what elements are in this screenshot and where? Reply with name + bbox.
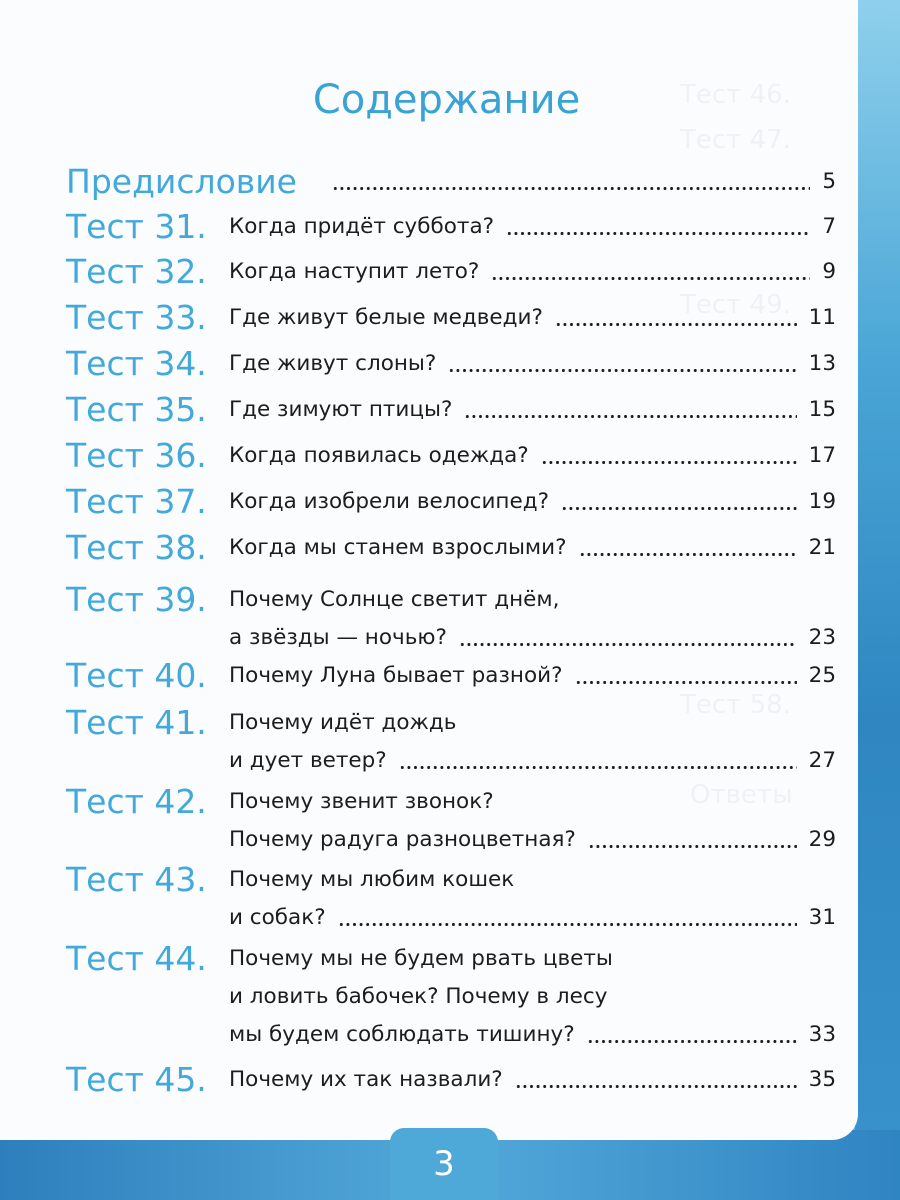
toc-entry-line [229, 1013, 836, 1057]
toc-entry-title: Где живут слоны? [229, 351, 437, 376]
show-through-text: Тест 47. [680, 125, 791, 155]
toc-entry-title: Где зимуют птицы? [229, 397, 453, 422]
toc-entry-line [229, 250, 836, 294]
toc-entry-title: и дует ветер? [229, 748, 387, 773]
dot-leader [587, 1040, 797, 1043]
toc-entry-label: Тест 40. [66, 656, 207, 695]
toc-entry-line [229, 434, 836, 478]
toc-entry-label: Тест 41. [66, 703, 207, 742]
dot-leader [575, 681, 797, 684]
show-through-text: Тест 46. [680, 80, 791, 110]
toc-entry-title: Почему мы любим кошек [229, 867, 515, 892]
dot-leader [579, 553, 797, 556]
toc-entry-title: Почему идёт дождь [229, 710, 457, 735]
toc-page-number: 35 [808, 1067, 836, 1092]
toc-entry-label: Тест 43. [66, 860, 207, 899]
toc-entry-title: Когда изобрели велосипед? [229, 489, 549, 514]
dot-leader [338, 923, 797, 926]
page-number-tab: 3 [390, 1128, 498, 1200]
toc-entry-title: Когда наступит лето? [229, 259, 480, 284]
toc-entry-title: Почему мы не будем рвать цветы [229, 946, 613, 971]
dot-leader [515, 1085, 797, 1088]
toc-entry-line [229, 526, 836, 570]
toc-page-number: 9 [822, 259, 836, 284]
toc-entry-label: Тест 34. [66, 344, 207, 383]
toc-entry-label: Тест 33. [66, 298, 207, 337]
dot-leader [506, 232, 810, 235]
toc-entry-label: Тест 31. [66, 207, 207, 246]
toc-entry-title: и собак? [229, 905, 326, 930]
toc-entry-line [229, 739, 836, 783]
dot-leader [464, 415, 796, 418]
toc-entry-title: Почему звенит звонок? [229, 789, 494, 814]
toc-page-number: 31 [808, 905, 836, 930]
toc-entry-label: Предисловие [66, 162, 297, 201]
toc-entry-label: Тест 37. [66, 482, 207, 521]
toc-page-number: 17 [808, 443, 836, 468]
dot-leader [561, 507, 797, 510]
show-through-text: Ответы [690, 780, 793, 810]
toc-entry-title: мы будем соблюдать тишину? [229, 1022, 575, 1047]
dot-leader [459, 643, 797, 646]
toc-page-number: 25 [808, 663, 836, 688]
toc-entry-line [229, 205, 836, 249]
toc-entry-label: Тест 44. [66, 939, 207, 978]
toc-entry-line [229, 480, 836, 524]
toc-entry-title: Почему Солнце светит днём, [229, 587, 560, 612]
toc-entry-line [229, 296, 836, 340]
toc-entry-title: Когда мы станем взрослыми? [229, 535, 567, 560]
toc-page-number: 5 [822, 169, 836, 194]
show-through-text: Тест 49. [680, 290, 791, 320]
toc-entry-label: Тест 38. [66, 528, 207, 567]
toc-page-number: 11 [808, 305, 836, 330]
toc-page-number: 33 [808, 1022, 836, 1047]
toc-entry-label: Тест 36. [66, 436, 207, 475]
dot-leader [541, 461, 797, 464]
toc-entry-label: Тест 39. [66, 580, 207, 619]
toc-page-number: 7 [822, 214, 836, 239]
dot-leader [588, 845, 797, 848]
show-through-text: Тест 58. [680, 690, 791, 720]
toc-entry-line [320, 160, 836, 204]
dot-leader [399, 766, 797, 769]
toc-entry-title: а звёзды — ночью? [229, 625, 447, 650]
toc-entry-label: Тест 32. [66, 252, 207, 291]
toc-entry-title: Где живут белые медведи? [229, 305, 543, 330]
toc-entry-label: Тест 45. [66, 1060, 207, 1099]
toc-entry-title: Почему Луна бывает разной? [229, 663, 563, 688]
toc-page-number: 29 [808, 827, 836, 852]
toc-page-number: 23 [808, 625, 836, 650]
cover-edge-right [855, 0, 900, 1200]
toc-entry-title: Когда появилась одежда? [229, 443, 529, 468]
toc-entry-line [229, 896, 836, 940]
toc-entry-title: Когда придёт суббота? [229, 214, 495, 239]
toc-page-number: 15 [808, 397, 836, 422]
toc-entry-line [229, 654, 836, 698]
dot-leader [332, 187, 810, 190]
toc-entry-label: Тест 42. [66, 782, 207, 821]
toc-page-number: 21 [808, 535, 836, 560]
toc-entry-line [229, 1058, 836, 1102]
toc-entry-title: Почему радуга разноцветная? [229, 827, 576, 852]
toc-entry-label: Тест 35. [66, 390, 207, 429]
dot-leader [491, 277, 810, 280]
page-title: Содержание [312, 77, 581, 123]
toc-page-number: 27 [808, 748, 836, 773]
toc-entry-title: Почему их так назвали? [229, 1067, 503, 1092]
toc-entry-line [229, 818, 836, 862]
toc-page-number: 13 [808, 351, 836, 376]
toc-entry-line [229, 388, 836, 432]
dot-leader [555, 323, 797, 326]
toc-page-number: 19 [808, 489, 836, 514]
toc-entry-line [229, 342, 836, 386]
dot-leader [448, 369, 796, 372]
toc-entry-title: и ловить бабочек? Почему в лесу [229, 984, 608, 1009]
